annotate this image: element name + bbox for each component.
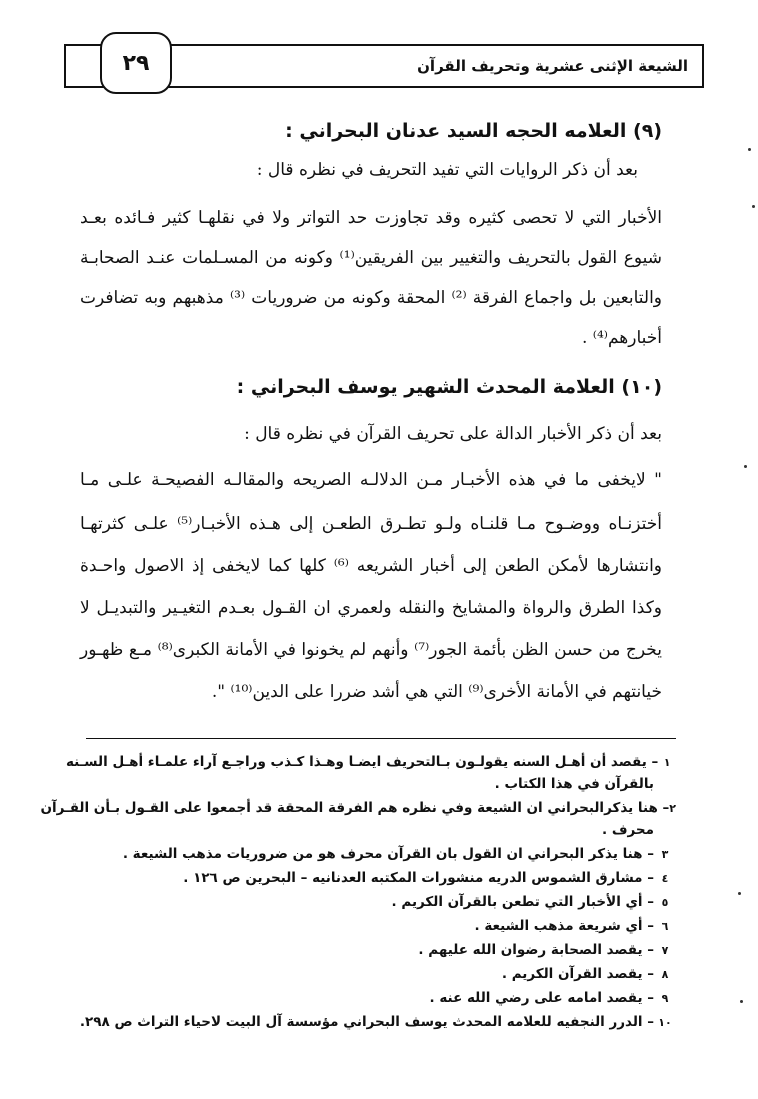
section-10-line-5: يخرج من حسن الظن بأئمة الجور⁽⁷⁾ وأنهم لم يخونوا في الأمانة الكبرى⁽⁸⁾ مـع ظهـور bbox=[80, 640, 662, 660]
footnote-2 bbox=[40, 800, 676, 816]
footnote-text: – يقصد امامه على رضي الله عنه . bbox=[429, 990, 654, 1006]
scan-speck bbox=[738, 892, 741, 895]
footnote-1-continuation: بالقرآن في هذا الكتاب . bbox=[494, 776, 654, 792]
footnote-separator bbox=[86, 738, 676, 739]
footnote-5 bbox=[66, 894, 676, 910]
footnote-1 bbox=[66, 754, 676, 770]
footnote-number: ٢ bbox=[669, 802, 676, 815]
footnote-number: ٤ bbox=[661, 872, 669, 885]
section-10-line-2: أختزنـاه ووضـوح مـا قلنـاه ولـو تطـرق الطعـن إلى هـذه الأخبـار⁽⁵⁾ علـى كثرتهـا bbox=[80, 514, 662, 534]
footnote-3 bbox=[66, 846, 676, 862]
footnote-text: – الدرر النجفيه للعلامه المحدث يوسف البحراني مؤسسة آل البيت لاحياء التراث ص ٢٩٨. bbox=[79, 1014, 654, 1030]
footnote-text: – يقصد القرآن الكريم . bbox=[501, 966, 654, 982]
footnote-2-continuation: محرف . bbox=[602, 822, 654, 838]
footnote-text: – مشارق الشموس الدريه منشورات المكتبه العدنانيه – البحرين ص ١٢٦ . bbox=[183, 870, 654, 886]
footnote-7 bbox=[66, 942, 676, 958]
footnote-number: ٦ bbox=[661, 920, 669, 933]
footnote-text: – هنا يذكرالبحراني ان الشيعة وفي نظره هم الفرقة المحقة قد أجمعوا على القـول بـأن القـرآن bbox=[40, 800, 670, 816]
footnote-8 bbox=[66, 966, 676, 982]
section-10-line-4: وكذا الطرق والرواة والمشايخ والنقله ولعمري ان القـول بعـدم التغيـير والتبديـل لا bbox=[80, 598, 662, 618]
footnote-text: – هنا يذكر البحراني ان القول بان القرآن محرف هو من ضروريات مذهب الشيعة . bbox=[122, 846, 654, 862]
section-10-heading: (١٠) العلامة المحدث الشهير يوسف البحراني : bbox=[236, 376, 662, 398]
footnote-number: ٣ bbox=[661, 848, 669, 861]
footnote-number: ٩ bbox=[661, 992, 669, 1005]
footnote-number: ٧ bbox=[661, 944, 669, 957]
section-10-line-1: " لايخفى ما في هذه الأخبـار مـن الدلالـه الصريحه والمقالـه الفصيحـة علـى مـا bbox=[80, 470, 662, 490]
page-number: ٢٩ bbox=[122, 50, 150, 76]
footnote-text: – أي شريعة مذهب الشيعة . bbox=[474, 918, 654, 934]
footnote-text: – يقصد الصحابة رضوان الله عليهم . bbox=[418, 942, 654, 958]
footnote-number: ٥ bbox=[661, 896, 669, 909]
scan-speck bbox=[752, 205, 755, 208]
section-10-last-line: خيانتهم في الأمانة الأخرى⁽⁹⁾ التي هي أشد ضررا على الدين⁽¹⁰⁾ ". bbox=[211, 682, 662, 702]
scan-speck bbox=[748, 148, 751, 151]
section-9-line-1: الأخبار التي لا تحصى كثيره وقد تجاوزت حد التواتر ولا في نقلهـا كثير فـائده بعـد bbox=[80, 208, 662, 228]
page-number-frame bbox=[100, 32, 172, 94]
section-9-line-2: شيوع القول بالتحريف والتغيير بين الفريقين⁽¹⁾ وكونه من المسـلمات عنـد الصحابـة bbox=[80, 248, 662, 268]
section-9-line-3: والتابعين بل واجماع الفرقة ⁽²⁾ المحقة وكونه من ضروريات ⁽³⁾ مذهبهم وبه تضافرت bbox=[80, 288, 663, 308]
footnote-number: ٨ bbox=[661, 968, 669, 981]
header-title: الشيعة الإثنى عشرية وتحريف القرآن bbox=[417, 57, 688, 75]
footnote-text: – أي الأخبار التي تطعن بالقرآن الكريم . bbox=[391, 894, 654, 910]
scan-speck bbox=[744, 465, 747, 468]
section-10-intro: بعد أن ذكر الأخبار الدالة على تحريف القرآن في نظره قال : bbox=[244, 424, 662, 444]
scan-speck bbox=[740, 1000, 743, 1003]
footnote-4 bbox=[66, 870, 676, 886]
footnote-text: – يقصد أن أهـل السنه يقولـون بـالتحريف ايضـا وهـذا كـذب وراجـع آراء علمـاء أهـل السـنه bbox=[66, 754, 659, 770]
footnote-9 bbox=[66, 990, 676, 1006]
footnote-number: ١ bbox=[663, 756, 671, 769]
footnote-10 bbox=[66, 1014, 676, 1030]
section-10-line-3: وانتشارها لأمكن الطعن إلى أخبار الشريعه ⁽⁶⁾ كلها كما لايخفى إذ الاصول واحـدة bbox=[80, 556, 662, 576]
section-9-heading: (٩) العلامه الحجه السيد عدنان البحراني : bbox=[285, 120, 662, 142]
footnote-number: ١٠ bbox=[658, 1016, 672, 1029]
footnote-6 bbox=[66, 918, 676, 934]
section-9-intro: بعد أن ذكر الروايات التي تفيد التحريف في نظره قال : bbox=[256, 160, 638, 180]
section-9-last-line: أخبارهم⁽⁴⁾ . bbox=[581, 328, 662, 348]
